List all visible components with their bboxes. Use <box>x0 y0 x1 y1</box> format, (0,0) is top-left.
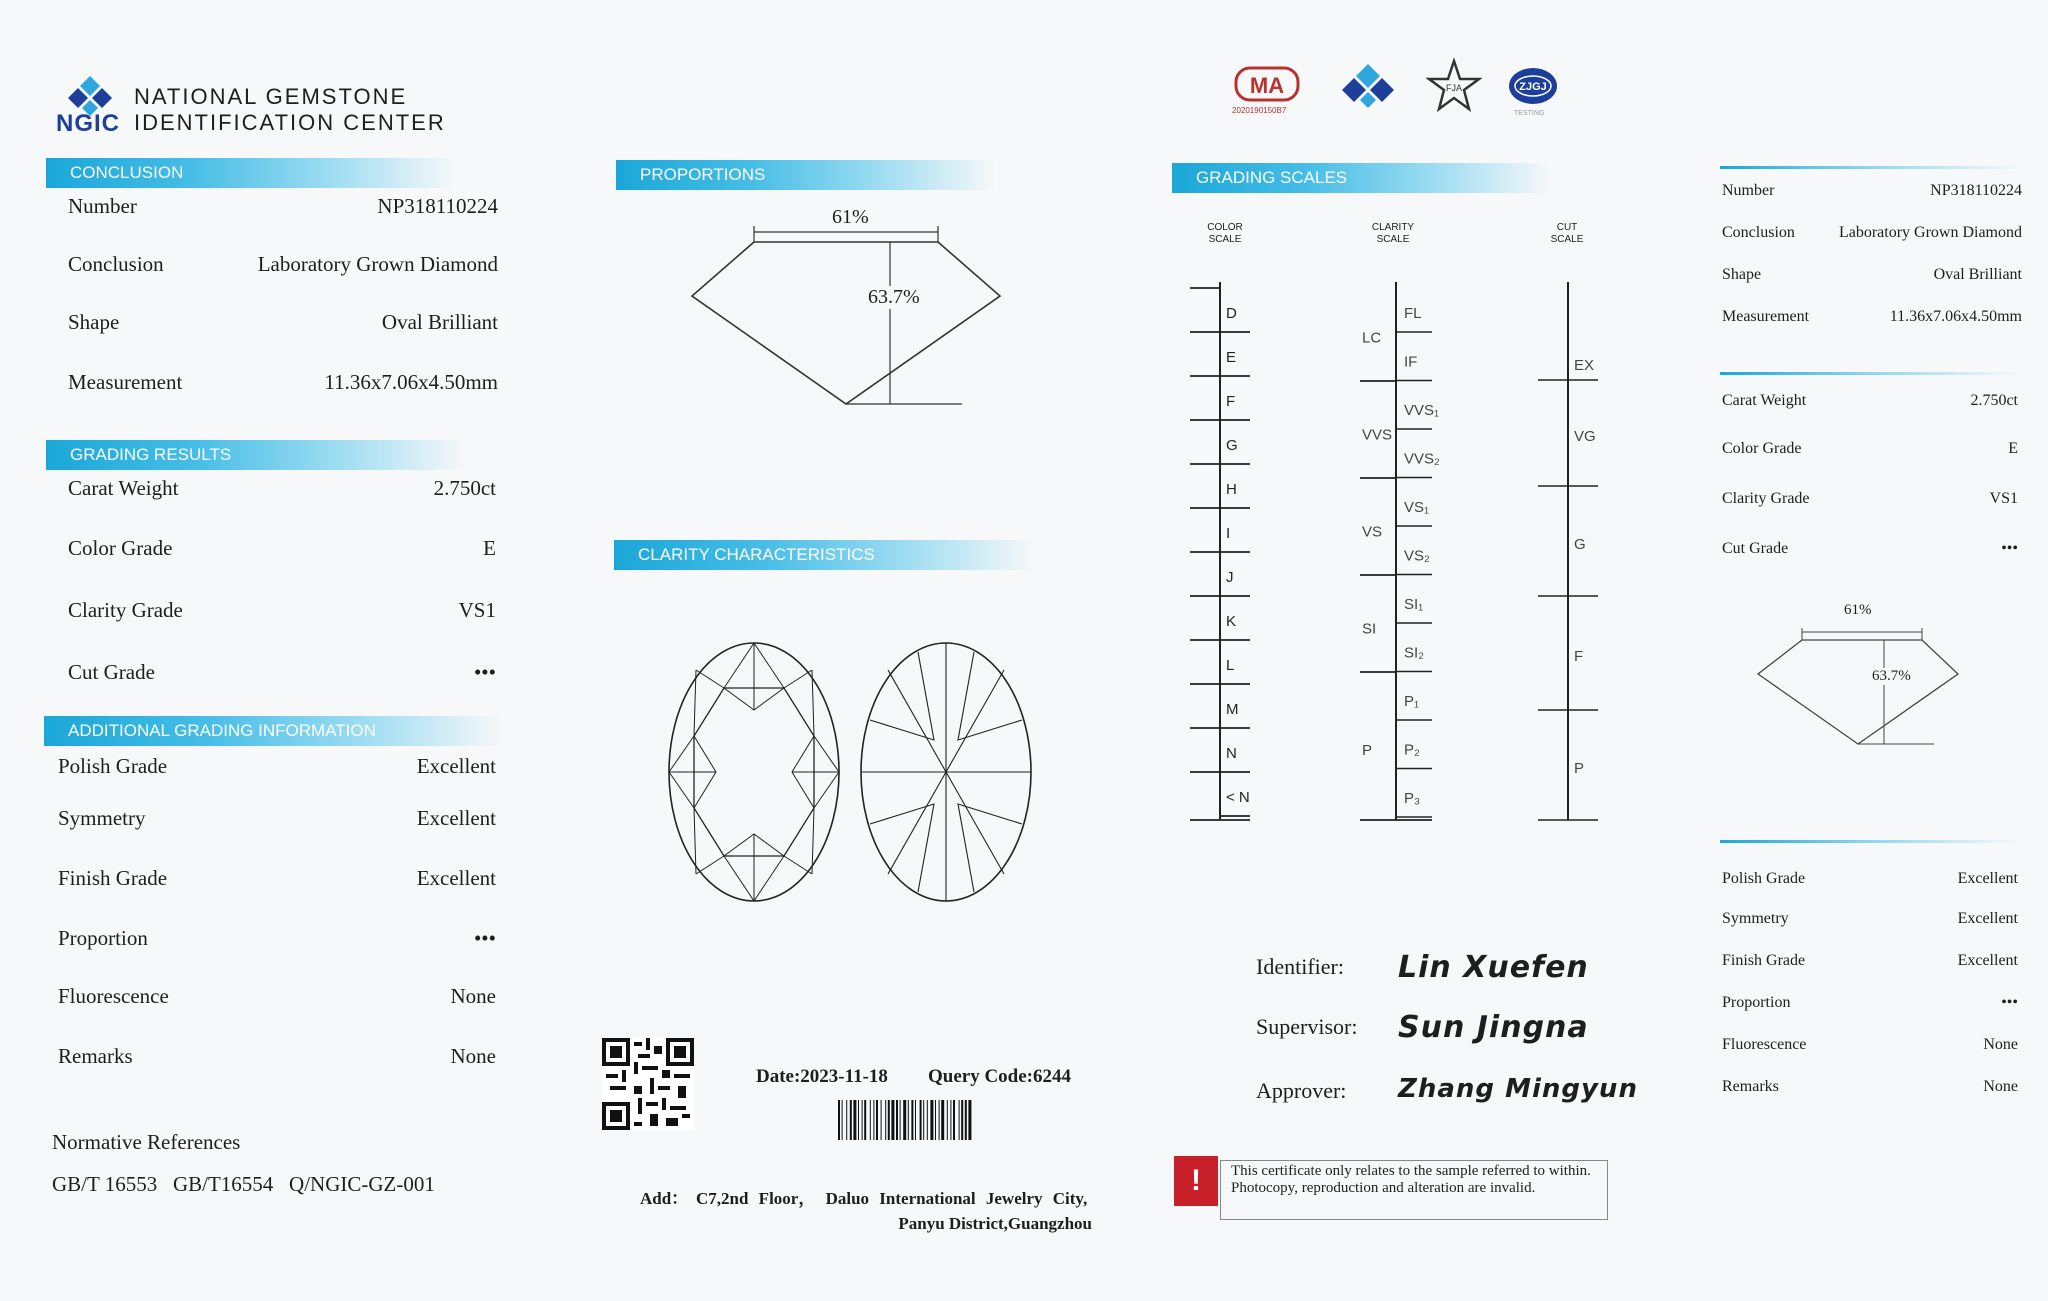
summary-mid-value: 2.750ct <box>1970 392 2018 409</box>
barcode-bar <box>941 1100 944 1140</box>
summary-mid-value: ••• <box>2001 540 2018 557</box>
summary-bottom-row <box>1722 870 2018 900</box>
additional-label: Proportion <box>58 926 148 950</box>
normative-refs: GB/T 16553 GB/T16554 Q/NGIC-GZ-001 <box>52 1172 435 1196</box>
summary-top-label: Number <box>1722 182 1775 199</box>
barcode-bar <box>950 1100 951 1140</box>
barcode-bar <box>876 1100 878 1140</box>
grading-row <box>68 536 496 566</box>
summary-top-label: Conclusion <box>1722 224 1795 241</box>
grading-row <box>68 476 496 506</box>
additional-row <box>58 754 496 784</box>
summary-divider-3 <box>1720 840 2020 843</box>
barcode-bar <box>850 1100 852 1140</box>
cut-grade-label: EX <box>1574 357 1595 374</box>
color-grade-label: J <box>1226 569 1234 586</box>
proportion-depth-pct: 63.7% <box>868 286 920 308</box>
address-line1: C7,2nd Floor， Daluo International Jewelry City, <box>696 1189 1088 1208</box>
clarity-grade-label: VS₂ <box>1404 547 1430 565</box>
color-grade-label: D <box>1226 305 1237 322</box>
summary-top-row <box>1722 266 2022 296</box>
clarity-grade-label: VVS₂ <box>1404 450 1440 468</box>
grading-value: 2.750ct <box>433 476 496 500</box>
signature-role-label: Approver: <box>1256 1078 1347 1103</box>
barcode-bar <box>846 1100 847 1140</box>
color-grade-label: H <box>1226 481 1237 498</box>
barcode-bar <box>908 1100 909 1140</box>
grading-label: Cut Grade <box>68 660 155 684</box>
clarity-grade-label: P₃ <box>1404 790 1421 807</box>
barcode-bar <box>965 1100 967 1140</box>
notice-icon: ! <box>1174 1156 1218 1206</box>
summary-bottom-value: Excellent <box>1957 952 2018 969</box>
additional-row <box>58 984 496 1014</box>
color-grade-label: F <box>1226 393 1236 410</box>
additional-row <box>58 926 496 956</box>
color-grade-label: E <box>1226 349 1237 366</box>
cut-grade-label: F <box>1574 648 1584 665</box>
clarity-grade-label: SI₂ <box>1404 644 1424 662</box>
summary-bottom-label: Finish Grade <box>1722 952 1806 969</box>
additional-value: ••• <box>473 926 496 950</box>
clarity-scale-title2: SCALE <box>1376 234 1410 245</box>
barcode-bar <box>842 1100 843 1140</box>
clarity-scale-title1: CLARITY <box>1371 222 1415 233</box>
additional-label: Fluorescence <box>58 984 169 1008</box>
barcode-bar <box>915 1100 916 1140</box>
barcode-bar <box>903 1100 906 1140</box>
additional-value: Excellent <box>416 806 496 830</box>
clarity-grade-label: P₂ <box>1404 741 1420 759</box>
barcode-bar <box>864 1100 866 1140</box>
scales-band: GRADING SCALES <box>1172 163 1552 193</box>
barcode-bar <box>888 1100 890 1140</box>
conclusion-value: Oval Brilliant <box>381 310 498 334</box>
summary-bottom-row <box>1722 1036 2018 1066</box>
summary-bottom-label: Symmetry <box>1722 910 1789 927</box>
cut-scale-title2: SCALE <box>1550 234 1584 245</box>
summary-top-label: Shape <box>1722 266 1762 283</box>
summary-top-value: 11.36x7.06x4.50mm <box>1889 308 2022 325</box>
additional-value: None <box>450 984 496 1008</box>
summary-bottom-row <box>1722 952 2018 982</box>
barcode-bar <box>896 1100 898 1140</box>
cma-number: 2020190150B7 <box>1232 106 1287 115</box>
issue-date: Date:2023-11-18 <box>756 1066 888 1087</box>
zjgj-testing: TESTING <box>1514 110 1545 117</box>
summary-mid-label: Carat Weight <box>1722 392 1807 409</box>
conclusion-band: CONCLUSION <box>46 158 456 188</box>
clarity-group-label: VVS <box>1362 426 1393 444</box>
barcode-bar <box>927 1100 928 1140</box>
summary-bottom-label: Proportion <box>1722 994 1791 1011</box>
org-name-line2: IDENTIFICATION CENTER <box>134 110 446 135</box>
org-name-line1: NATIONAL GEMSTONE <box>134 84 408 109</box>
clarity-grade-label: P₁ <box>1404 693 1420 710</box>
conclusion-row <box>68 194 498 224</box>
summary-bottom-row <box>1722 1078 2018 1108</box>
signature-name: Zhang Mingyun <box>1398 1074 1638 1104</box>
proportions-diagram <box>680 200 1010 410</box>
additional-label: Remarks <box>58 1044 133 1068</box>
svg-text:MA: MA <box>1249 73 1285 98</box>
color-grade-label: M <box>1226 701 1239 718</box>
color-scale-title2: SCALE <box>1208 234 1242 245</box>
summary-mid-label: Clarity Grade <box>1722 490 1810 507</box>
summary-depth-pct: 63.7% <box>1872 668 1911 684</box>
grading-value: VS1 <box>458 598 496 622</box>
summary-bottom-label: Polish Grade <box>1722 870 1806 887</box>
summary-top-value: NP318110224 <box>1930 182 2022 199</box>
signature-name: Sun Jingna <box>1398 1010 1589 1045</box>
barcode-bar <box>953 1100 955 1140</box>
summary-divider-2 <box>1720 372 2020 375</box>
conclusion-row <box>68 252 498 282</box>
additional-row <box>58 1044 496 1074</box>
clarity-band: CLARITY CHARACTERISTICS <box>614 540 1034 570</box>
query-code: Query Code:6244 <box>928 1066 1072 1087</box>
summary-top-value: Oval Brilliant <box>1933 266 2022 283</box>
summary-bottom-value: Excellent <box>1957 870 2018 887</box>
grading-value: ••• <box>473 660 496 684</box>
grading-label: Color Grade <box>68 536 173 560</box>
barcode-bar <box>935 1100 936 1140</box>
barcode-bar <box>885 1100 886 1140</box>
additional-row <box>58 806 496 836</box>
barcode-bar <box>838 1100 840 1140</box>
color-grade-label: L <box>1226 657 1235 674</box>
color-grade-label: N <box>1226 745 1237 762</box>
clarity-grade-label: SI₁ <box>1404 596 1424 613</box>
barcode-bar <box>961 1100 963 1140</box>
cut-grade-label: G <box>1574 536 1586 553</box>
summary-divider-1 <box>1720 166 2020 169</box>
address-line2: Panyu District,Guangzhou <box>898 1214 1092 1233</box>
grading-row <box>68 660 496 690</box>
summary-top-value: Laboratory Grown Diamond <box>1838 224 2022 241</box>
normative-title: Normative References <box>52 1130 241 1154</box>
barcode-bar <box>911 1100 913 1140</box>
grading-label: Carat Weight <box>68 476 179 500</box>
barcode-bar <box>858 1100 859 1140</box>
grading-scales-diagram <box>1180 270 1620 830</box>
conclusion-value: Laboratory Grown Diamond <box>257 252 498 276</box>
fja-star-icon <box>1426 58 1482 114</box>
signature-role-label: Supervisor: <box>1256 1014 1358 1039</box>
clarity-group-label: SI <box>1362 620 1377 638</box>
summary-bottom-value: ••• <box>2001 994 2018 1011</box>
qr-code[interactable] <box>602 1038 694 1130</box>
barcode-bar <box>939 1100 940 1140</box>
summary-mid-row <box>1722 540 2018 570</box>
grading-value: E <box>483 536 496 560</box>
summary-mid-label: Cut Grade <box>1722 540 1789 557</box>
grading-row <box>68 598 496 628</box>
barcode-bar <box>891 1100 894 1140</box>
cut-grade-label: VG <box>1574 428 1596 445</box>
oval-crown-diagram <box>666 640 842 904</box>
conclusion-row <box>68 310 498 340</box>
summary-bottom-row <box>1722 910 2018 940</box>
summary-top-label: Measurement <box>1722 308 1810 325</box>
additional-label: Polish Grade <box>58 754 168 778</box>
additional-value: None <box>450 1044 496 1068</box>
color-scale-title1: COLOR <box>1207 222 1243 233</box>
color-grade-label: I <box>1226 525 1231 542</box>
summary-bottom-label: Fluorescence <box>1722 1036 1807 1053</box>
barcode-bar <box>853 1100 856 1140</box>
svg-text:ZJGJ: ZJGJ <box>1519 81 1547 93</box>
cut-grade-label: P <box>1574 760 1585 777</box>
proportion-table-pct: 61% <box>828 206 873 229</box>
conclusion-label: Measurement <box>68 370 183 394</box>
summary-top-row <box>1722 224 2022 254</box>
summary-bottom-value: None <box>1983 1036 2018 1053</box>
oval-pavilion-diagram <box>858 640 1034 904</box>
summary-bottom-value: None <box>1983 1078 2018 1095</box>
barcode-bar <box>870 1100 871 1140</box>
barcode-bar <box>862 1100 863 1140</box>
additional-label: Finish Grade <box>58 866 168 890</box>
conclusion-label: Number <box>68 194 137 218</box>
conclusion-label: Shape <box>68 310 120 334</box>
grading-label: Clarity Grade <box>68 598 183 622</box>
additional-label: Symmetry <box>58 806 146 830</box>
org-abbr: NGIC <box>56 110 120 137</box>
summary-top-row <box>1722 182 2022 212</box>
summary-table-pct: 61% <box>1844 602 1872 618</box>
barcode-bar <box>881 1100 882 1140</box>
summary-proportions-diagram <box>1752 612 1972 752</box>
additional-band: ADDITIONAL GRADING INFORMATION <box>44 716 504 746</box>
clarity-group-label: LC <box>1362 329 1382 347</box>
grading-results-band: GRADING RESULTS <box>46 440 466 470</box>
barcode-bar <box>968 1100 971 1140</box>
barcode-bar <box>923 1100 924 1140</box>
summary-mid-row <box>1722 392 2018 422</box>
signature-name: Lin Xuefen <box>1398 950 1589 985</box>
ngic-mark-icon <box>1340 62 1396 112</box>
summary-bottom-label: Remarks <box>1722 1078 1779 1095</box>
summary-mid-row <box>1722 440 2018 470</box>
summary-top-row <box>1722 308 2022 338</box>
clarity-grade-label: VS₁ <box>1404 499 1430 516</box>
summary-mid-value: E <box>2008 440 2018 457</box>
notice-text: This certificate only relates to the sample referred to within. Photocopy, reproduction and alteration are invalid. <box>1231 1163 1591 1196</box>
summary-mid-value: VS1 <box>1989 490 2018 507</box>
proportions-band: PROPORTIONS <box>616 160 996 190</box>
conclusion-value: NP318110224 <box>377 194 498 218</box>
conclusion-value: 11.36x7.06x4.50mm <box>324 370 498 394</box>
svg-text:FJA: FJA <box>1445 83 1463 93</box>
summary-bottom-value: Excellent <box>1957 910 2018 927</box>
clarity-grade-label: VVS₁ <box>1404 402 1440 419</box>
clarity-grade-label: FL <box>1404 305 1422 322</box>
notice-box <box>1220 1160 1608 1220</box>
barcode-bar <box>947 1100 948 1140</box>
cut-scale-title1: CUT <box>1556 222 1578 233</box>
address-label: Add： <box>640 1189 689 1208</box>
signature-role-label: Identifier: <box>1256 954 1344 979</box>
clarity-group-label: VS <box>1362 523 1383 541</box>
barcode-bar <box>900 1100 901 1140</box>
color-grade-label: K <box>1226 613 1237 630</box>
barcode-bar <box>920 1100 922 1140</box>
conclusion-label: Conclusion <box>68 252 164 276</box>
summary-bottom-row <box>1722 994 2018 1024</box>
color-grade-label: G <box>1226 437 1238 454</box>
barcode-bar <box>873 1100 874 1140</box>
barcode-bar <box>930 1100 933 1140</box>
barcode[interactable] <box>838 1100 1080 1140</box>
additional-value: Excellent <box>416 866 496 890</box>
barcode-bar <box>959 1100 960 1140</box>
additional-row <box>58 866 496 896</box>
summary-mid-row <box>1722 490 2018 520</box>
summary-mid-label: Color Grade <box>1722 440 1802 457</box>
additional-value: Excellent <box>416 754 496 778</box>
color-grade-label: < N <box>1226 789 1250 806</box>
clarity-group-label: P <box>1362 741 1373 759</box>
clarity-grade-label: IF <box>1404 353 1418 371</box>
conclusion-row <box>68 370 498 400</box>
